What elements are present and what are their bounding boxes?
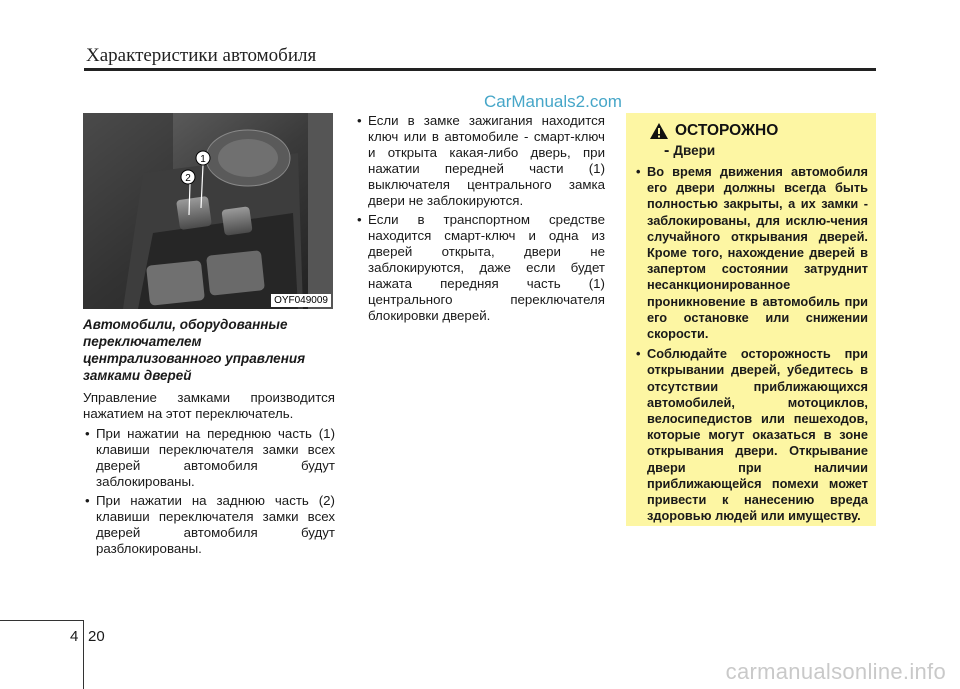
page-number: 20 [88, 628, 105, 645]
callout-1: 1 [200, 154, 206, 165]
page-header-title: Характеристики автомобиля [86, 45, 317, 66]
watermark-bottom: carmanualsonline.info [725, 659, 946, 684]
warning-title: ОСТОРОЖНО [675, 122, 779, 139]
warning-header [649, 122, 868, 140]
header-rule [84, 68, 876, 71]
list-item: • Во время движения автомобиля его двери должны всегда быть полностью закрыты, а их замки - заблокированы, для исклю-чения случайного открывания дверей. Кроме того, нахождение дверей в запертом состоянии затруднит несанкционированное проникновение в автомобиль при его остановке или снижении скорости. [634, 164, 868, 342]
warning-box [626, 113, 876, 526]
warning-triangle-icon [649, 122, 669, 140]
section-number: 4 [70, 628, 79, 645]
figure-code: OYF049009 [271, 294, 331, 307]
warning-subtitle: Двери [673, 143, 716, 158]
list-item: • Соблюдайте осторожность при открывании дверей, убедитесь в отсутствии приближающихся автомобилей, мотоциклов, велосипедистов или пешеходов, которые могут оказаться в зоне открывания двери. Открывание двери при наличии приближающейся помехи может привести к нанесению вреда здоровью людей или имуществу. [634, 346, 868, 524]
intro-paragraph: Управление замками производится нажатием на этот переключатель. [83, 390, 335, 421]
door-panel-illustration [83, 113, 333, 309]
footer-rule [0, 620, 84, 621]
list-item: • При нажатии на переднюю часть (1) клавиши переключателя замки всех дверей автомобиля будут заблокированы. [83, 426, 335, 490]
warning-subtitle-row: - Двери [664, 142, 716, 159]
list-item: • При нажатии на заднюю часть (2) клавиши переключателя замки всех дверей автомобиля будут разблокированы. [83, 493, 335, 557]
callout-2: 2 [185, 173, 191, 184]
left-column [83, 316, 335, 560]
watermark-top: CarManuals2.com [484, 92, 622, 111]
list-item: • Если в замке зажигания находится ключ или в автомобиле - смарт-ключ и открыта какая-либо дверь, при нажатии передней части (1) выключателя центрального замка двери не заблокируются. [355, 113, 605, 209]
door-lock-switch-photo [83, 113, 333, 309]
footer-vertical-rule [83, 620, 84, 689]
middle-bullet-list [355, 113, 605, 324]
middle-column [355, 113, 605, 327]
list-item: • Если в транспортном средстве находится смарт-ключ и одна из дверей открыта, двери не заблокируются, даже если будет нажата передняя часть (1) центрального переключателя блокировки дверей. [355, 212, 605, 324]
warning-bullet-list [634, 164, 868, 524]
left-bullet-list [83, 426, 335, 557]
section-subtitle: Автомобили, оборудованные переключателем централизованного управления замками дверей [83, 317, 306, 383]
